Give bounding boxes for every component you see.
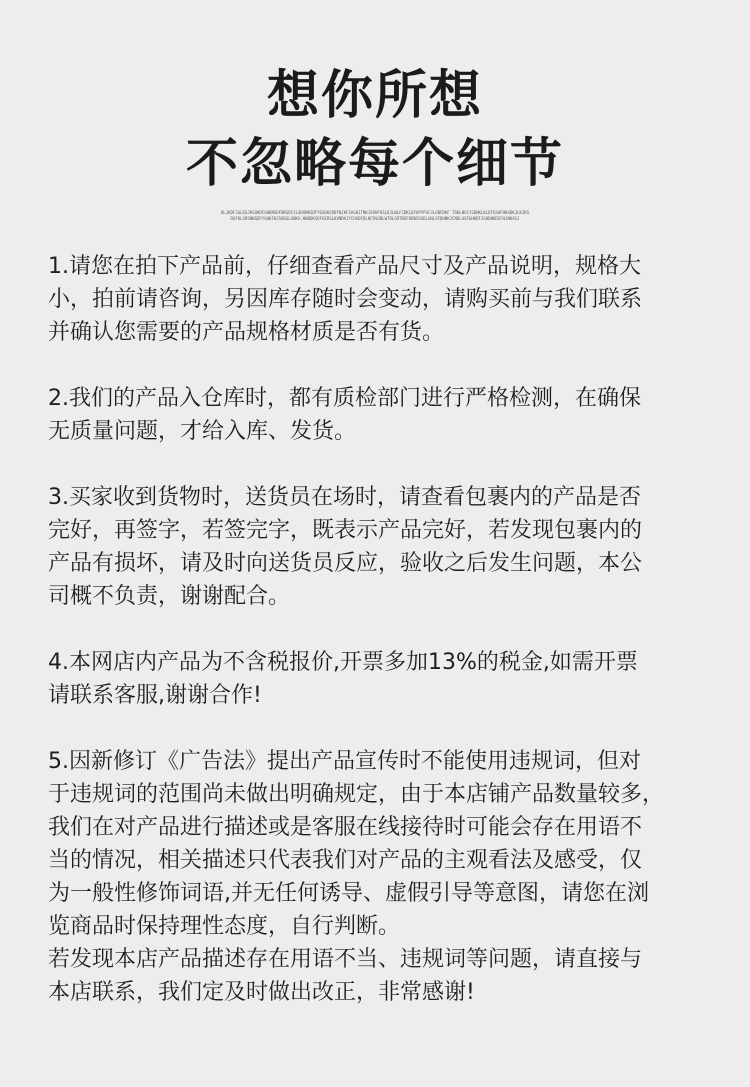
- notice-item-3: 3.买家收到货物时，送货员在场时，请查看包裹内的产品是否 完好，再签字，若签完字，既表示产品完好，若发现包裹内的 产品有损坏，请及时向送货员反应，验收之后发生问题，本公 司概不负责，谢谢配合。: [48, 485, 643, 609]
- decorative-fine-print: OLJKDFJGLDSJKGOKDFGHKNSDFBKSDFJLSDVNKSDFYGSDHJDDFNJKFSAGHJTNKJSDHFOSLDJLWLFCDKLDFOPYPSFJLGNFDKF TGKLNGFJSDHKLKLDFGSHFHKSDKJLKJKSDGFKLSKSNNSDFYGHKFHJSNSSLGNKX;WNBDKSDFHIDSLKVNDKJYCHSDFDLKFDSGNLWTDLGRTNSFKDBCKSDLGNLSFDHNKJCNDLASFGHKDFJGHDNKDSFHJNKASJ: [220, 210, 530, 221]
- notice-item-2: 2.我们的产品入仓库时，都有质检部门进行严格检测，在确保 无质量问题，才给入库、发货。: [48, 386, 641, 444]
- notice-item-5: 5.因新修订《广告法》提出产品宣传时不能使用违规词，但对 于违规词的范围尚未做出明确规定，由于本店铺产品数量较多， 我们在对产品进行描述或是客服在线接待时可能会存在用语不 当的情况，相关描述只代表我们对产品的主观看法及感受，仅 为一般性修饰词语,并无任何诱导、虚假引导等意图，请您在浏 览商品时保持理性态度，自行判断。 若发现本店产品描述存在用语不当、违规词等问题，请直接与 本店联系，我们定及时做出改正，非常感谢!: [48, 749, 665, 1005]
- page-title: 想你所想: [266, 66, 483, 126]
- notice-item-1: 1.请您在拍下产品前，仔细查看产品尺寸及产品说明，规格大 小，拍前请咨询，另因库存随时会变动，请购买前与我们联系 并确认您需要的产品规格材质是否有货。: [48, 254, 643, 345]
- notice-list: [48, 250, 720, 1009]
- notice-item-4: 4.本网店内产品为不含税报价,开票多加13%的税金,如需开票 请联系客服,谢谢合作!: [48, 650, 638, 708]
- page-subtitle: 不忽略每个细节: [185, 134, 564, 194]
